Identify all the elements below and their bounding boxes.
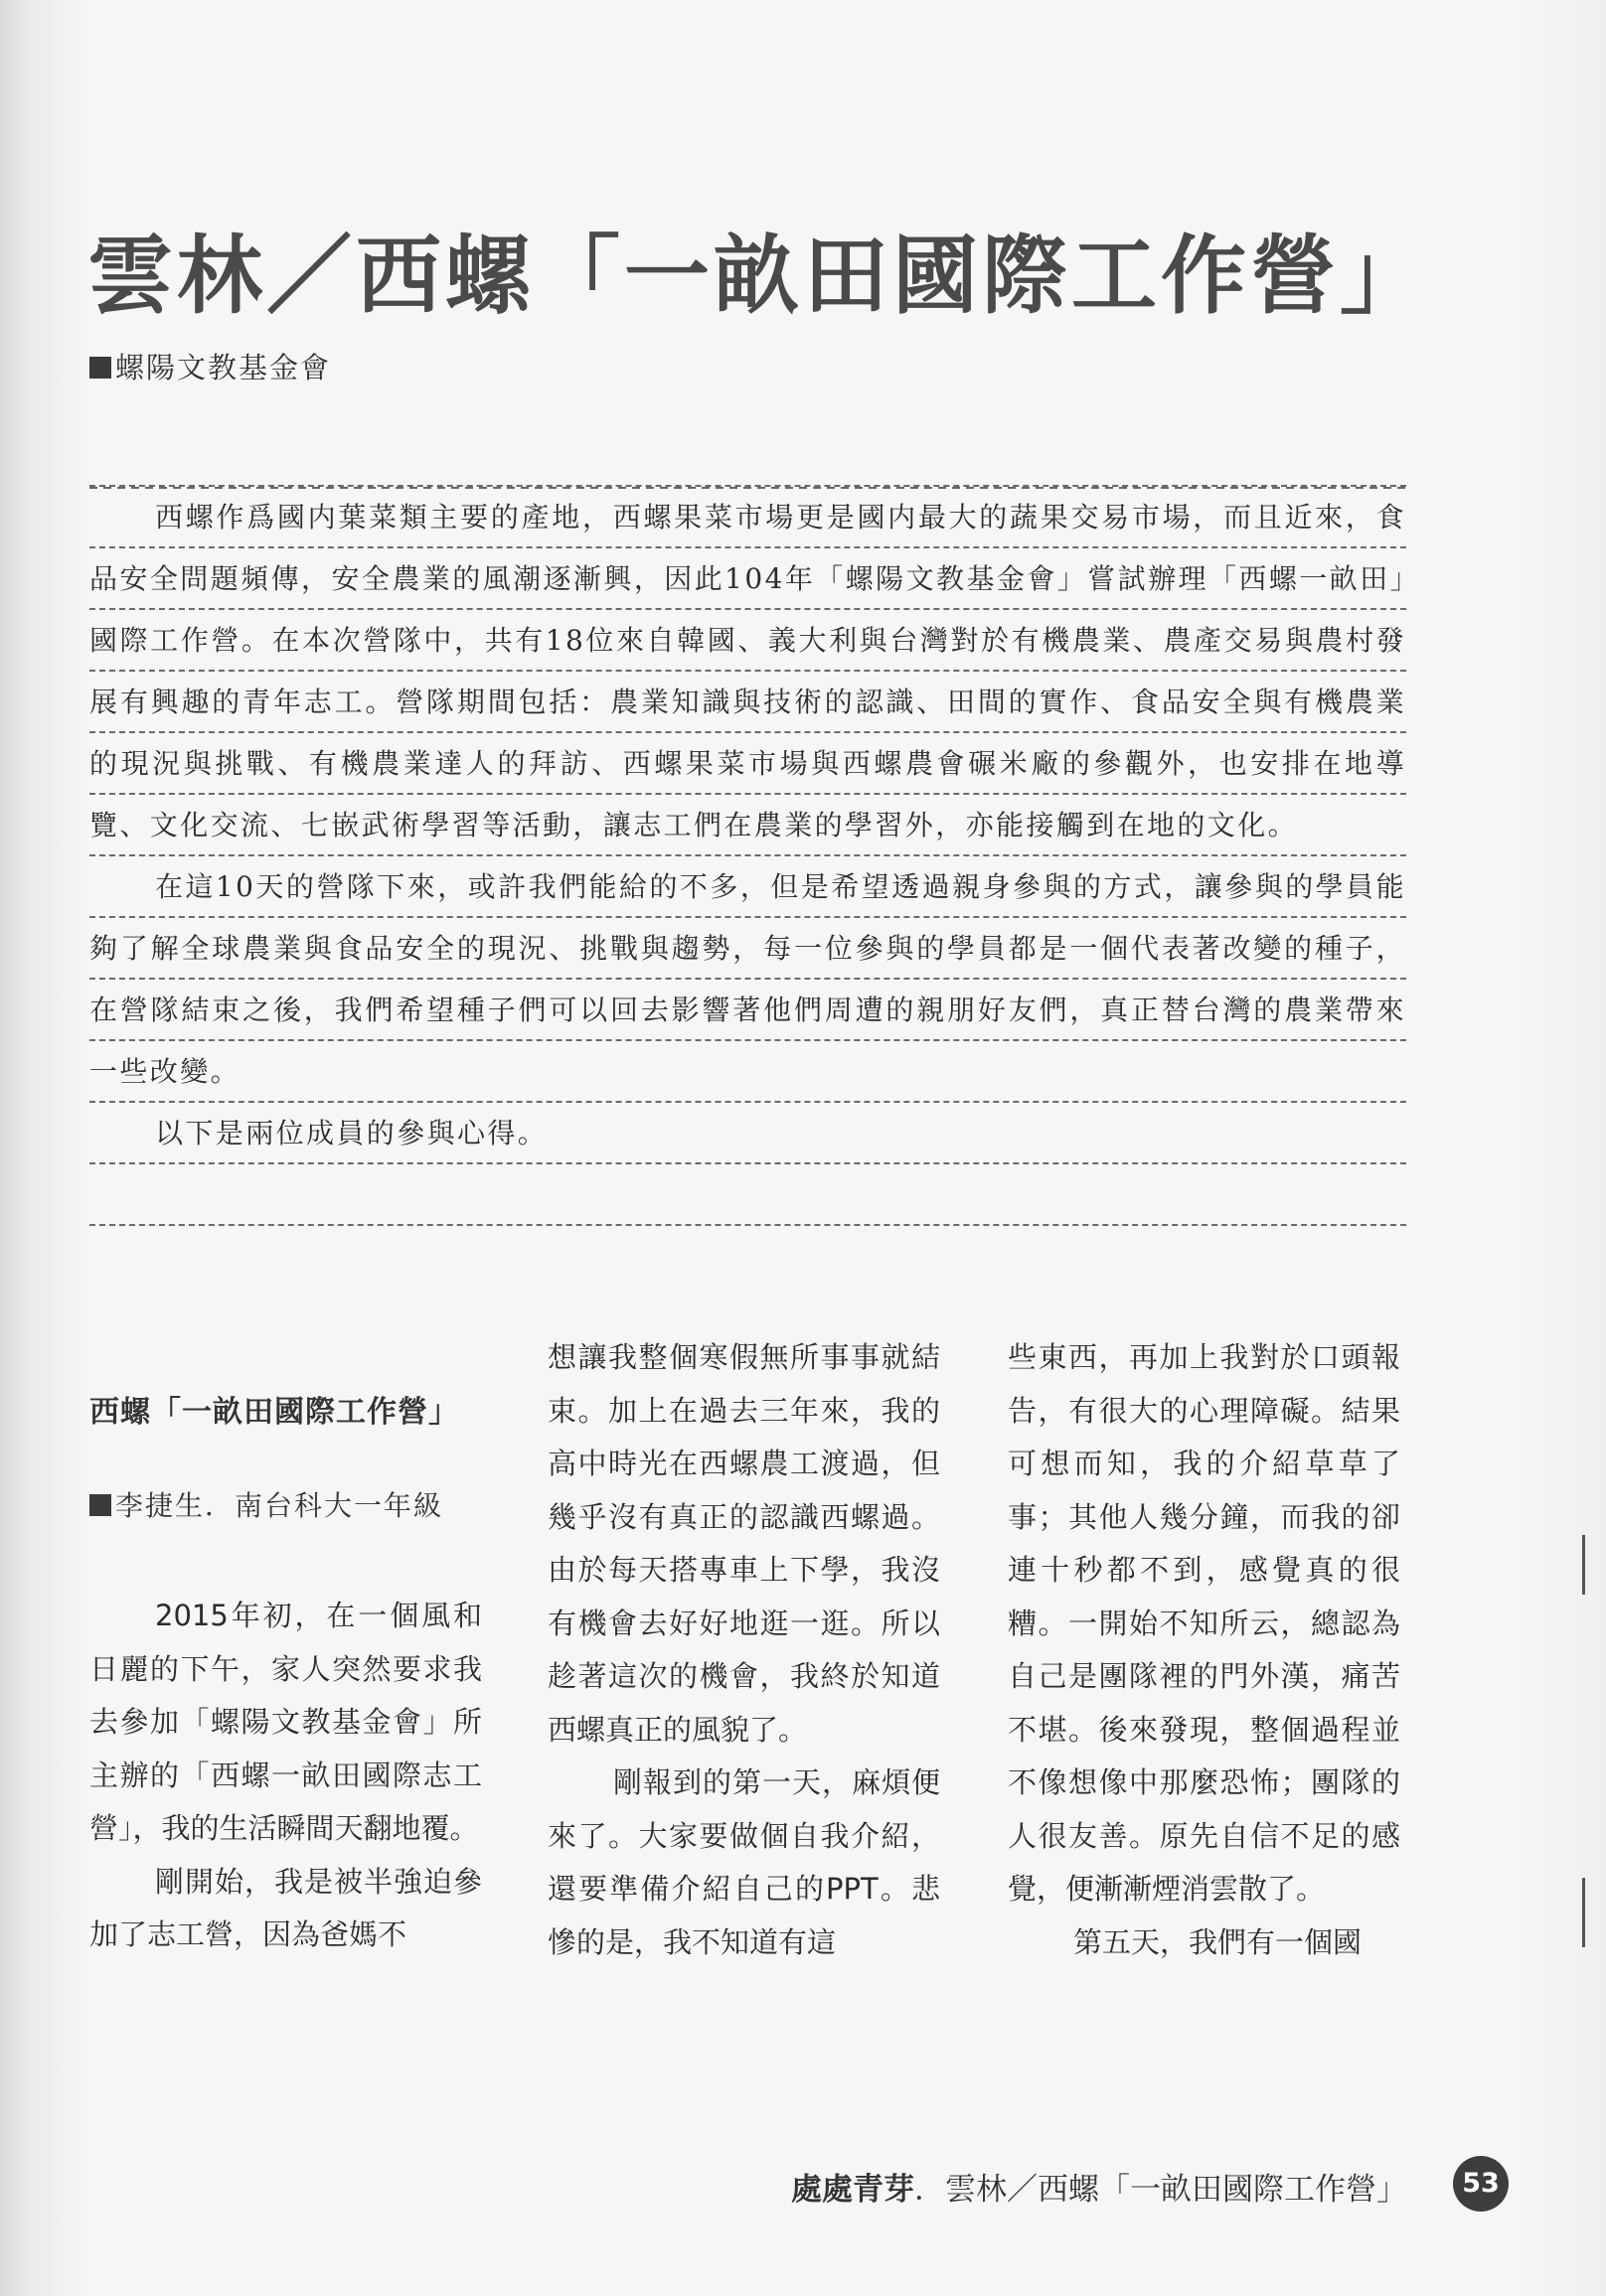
article-column-1	[89, 1386, 482, 1962]
body-paragraph: 些東西，再加上我對於口頭報告，有很大的心理障礙。結果可想而知，我的介紹草草了事；其他人幾分鐘，而我的卻連十秒都不到，感覺真的很糟。一開始不知所云，總認為自己是團隊裡的門外漢，痛苦不堪。後來發現，整個過程並不像想像中那麼恐怖；團隊的人很友善。原先自信不足的感覺，便漸漸煙消雲散了。	[1008, 1340, 1400, 1906]
section-title: 西螺「一畝田國際工作營」	[89, 1395, 459, 1430]
organization-name: 螺陽文教基金會	[115, 351, 332, 384]
series-name: 處處青芽	[791, 2172, 914, 2208]
article-column-3	[1008, 1331, 1400, 1969]
article-column-2	[548, 1331, 940, 1969]
body-paragraph: 第五天，我們有一個國	[1073, 1924, 1363, 1959]
intro-paragraph: 在這10天的營隊下來，或許我們能給的不多，但是希望透過親身參與的方式，讓參與的學員能夠了解全球農業與食品安全的現況、挑戰與趨勢，每一位參與的學員都是一個代表著改變的種子，在營隊結束之後，我們希望種子們可以回去影響著他們周遭的親朋好友們，真正替台灣的農業帶來一些改變。	[89, 870, 1406, 1088]
intro-box	[89, 487, 1406, 1164]
margin-mark	[1582, 1878, 1585, 1947]
page-number: 53	[1453, 2156, 1509, 2212]
margin-mark	[1582, 1535, 1585, 1595]
organization-byline	[89, 346, 331, 386]
body-paragraph: 剛開始，我是被半強迫參加了志工營，因為爸媽不	[89, 1864, 482, 1951]
running-title: 雲林／西螺「一畝田國際工作營」	[945, 2172, 1407, 2208]
body-paragraph: 想讓我整個寒假無所事事就結束。加上在過去三年來，我的高中時光在西螺農工渡過，但幾乎沒有真正的認識西螺過。由於每天搭專車上下學，我沒有機會去好好地逛一逛。所以趁著這次的機會，我終於知道西螺真正的風貌了。	[548, 1340, 940, 1747]
intro-paragraph: 西螺作爲國内葉菜類主要的產地，西螺果菜市場更是國内最大的蔬果交易市場，而且近來，食品安全問題頻傳，安全農業的風潮逐漸興，因此104年「螺陽文教基金會」嘗試辦理「西螺一畝田」國際工作營。在本次營隊中，共有18位來自韓國、義大利與台灣對於有機農業、農產交易與農村發展有興趣的青年志工。營隊期間包括：農業知識與技術的認識、田間的實作、食品安全與有機農業的現況與挑戰、有機農業達人的拜訪、西螺果菜市場與西螺農會碾米廠的參觀外，也安排在地導覽、文化交流、七嵌武術學習等活動，讓志工們在農業的學習外，亦能接觸到在地的文化。	[89, 501, 1406, 842]
article-title: 雲林／西螺「一畝田國際工作營」	[87, 226, 1429, 326]
body-paragraph: 剛報到的第一天，麻煩便來了。大家要做個自我介紹，還要準備介紹自己的PPT。悲慘的是，我不知道有這	[548, 1765, 940, 1959]
running-footer	[791, 2164, 1407, 2209]
footer-separator: ．	[914, 2172, 945, 2208]
square-bullet-icon	[89, 1494, 111, 1516]
body-paragraph: 2015年初，在一個風和日麗的下午，家人突然要求我去參加「螺陽文教基金會」所主辦的「西螺一畝田國際志工營」，我的生活瞬間天翻地覆。	[89, 1599, 482, 1845]
square-bullet-icon	[89, 357, 111, 379]
intro-paragraph: 以下是兩位成員的參與心得。	[155, 1117, 549, 1149]
author-name: 李捷生．南台科大一年級	[115, 1488, 444, 1522]
author-byline	[89, 1479, 482, 1533]
